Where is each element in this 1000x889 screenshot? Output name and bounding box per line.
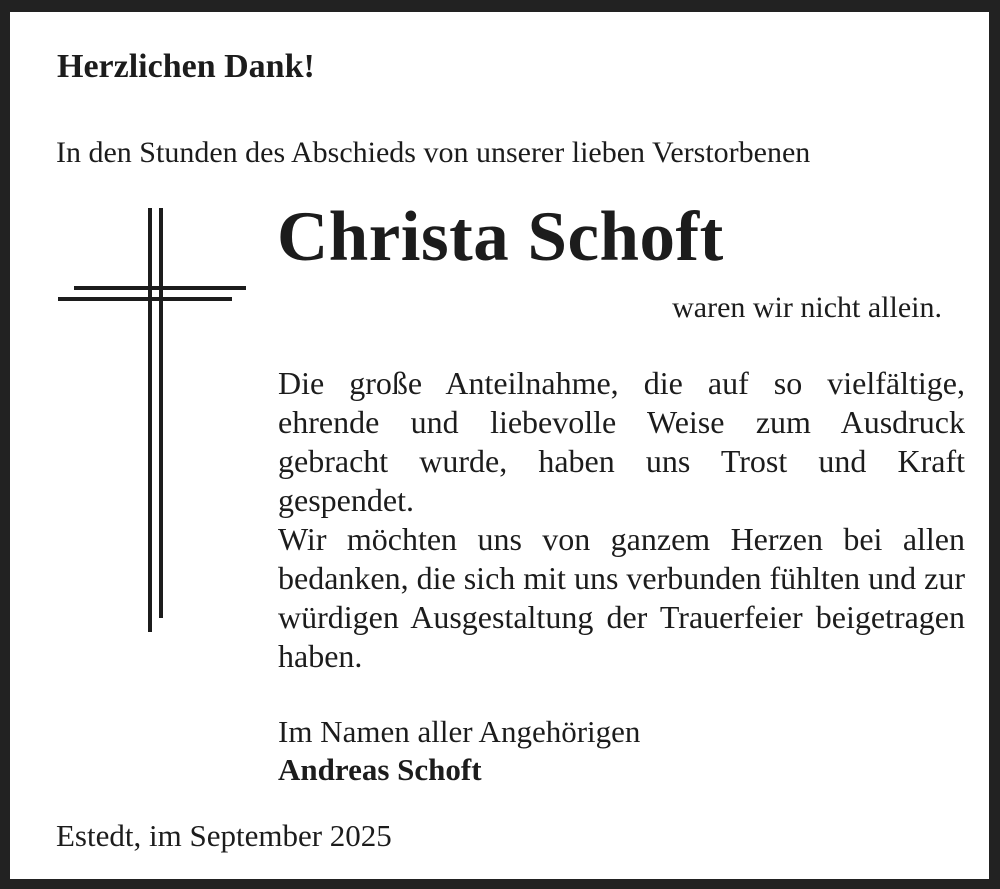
signoff-line: Im Namen aller Angehörigen [278, 714, 641, 749]
message-paragraph: Die große Anteilnahme, die auf so vielfältige, ehrende und liebevolle Weise zum Ausdruck gebracht wurde, haben uns Trost und Kraft gespendet. [278, 365, 965, 518]
intro-line: In den Stunden des Abschieds von unserer lieben Verstorbenen [56, 136, 811, 169]
message-paragraph: Wir möchten uns von ganzem Herzen bei allen bedanken, die sich mit uns verbunden fühlten und zur würdigen Ausgestaltung der Trauerfeier beigetragen haben. [278, 521, 965, 674]
notice-heading: Herzlichen Dank! [57, 48, 315, 85]
thanks-message [278, 364, 965, 676]
place-date: Estedt, im September 2025 [56, 818, 392, 853]
not-alone-line: waren wir nicht allein. [672, 291, 942, 324]
cross-icon [58, 208, 246, 632]
signer-name: Andreas Schoft [278, 752, 482, 787]
deceased-name: Christa Schoft [277, 198, 724, 276]
